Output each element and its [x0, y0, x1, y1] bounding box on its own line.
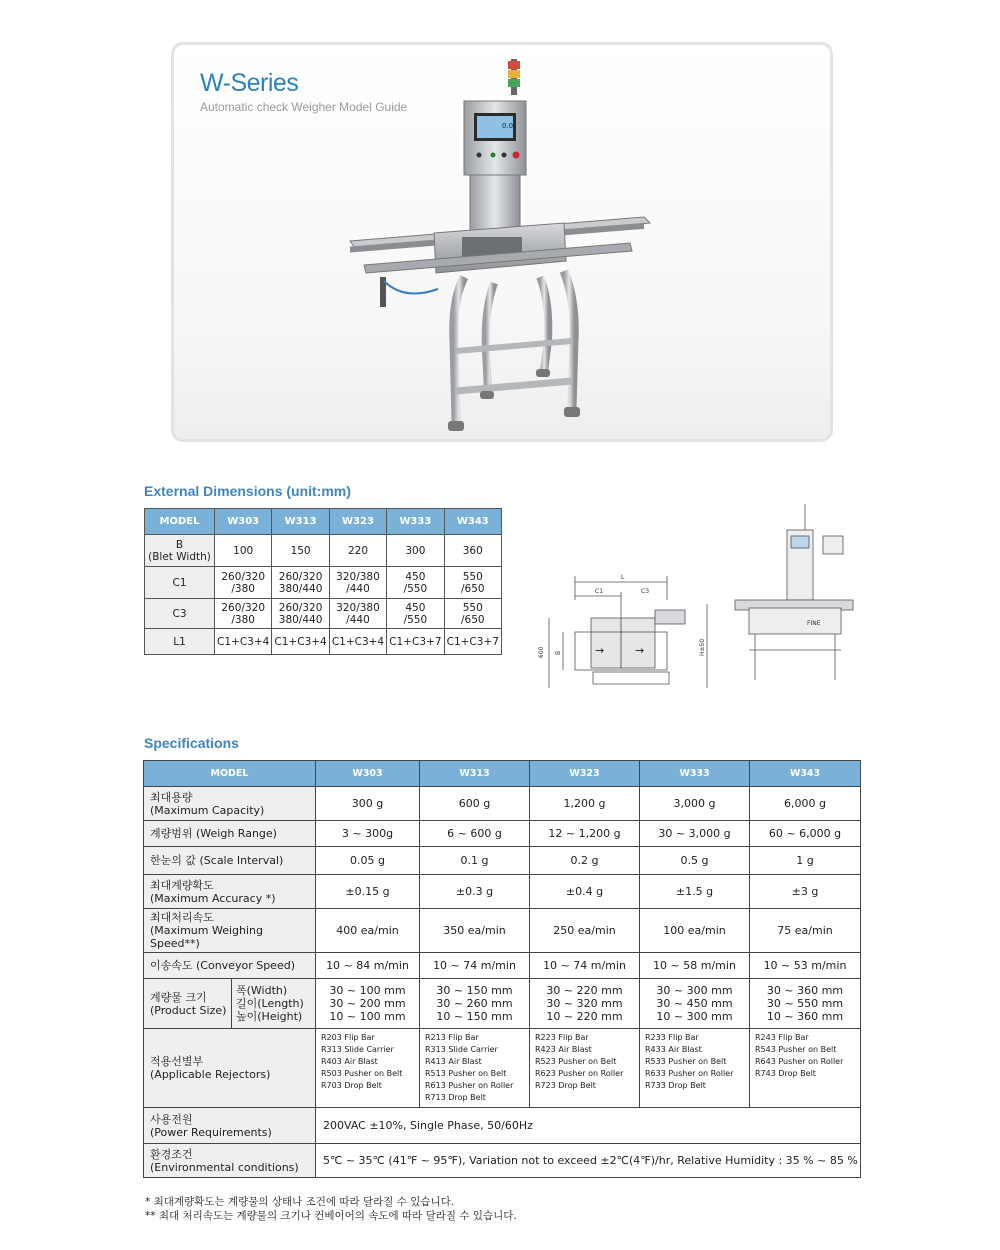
- spec-label-line: 한눈의 값 (Scale Interval): [150, 854, 284, 867]
- product-size-value-line: 10 ~ 100 mm: [329, 1010, 406, 1023]
- rejector-item-line: R223 Flip Bar: [535, 1033, 589, 1042]
- product-size-value-line: 10 ~ 360 mm: [766, 1010, 844, 1023]
- spec-cell: 10 ~ 74 m/min: [530, 953, 640, 979]
- specifications-body: [144, 787, 861, 1178]
- dim-header-w343: W343: [444, 509, 501, 535]
- dimension-cell: [272, 567, 329, 599]
- dimension-value-line: C1+C3+4: [217, 635, 270, 648]
- dim-header-w333: W333: [387, 509, 444, 535]
- product-size-value-line: 30 ~ 220 mm: [546, 984, 623, 997]
- spec-label-line: 계량범위 (Weigh Range): [150, 827, 277, 840]
- spec-row: [144, 909, 861, 953]
- dimension-label-line: C3: [172, 607, 187, 620]
- rejector-list: [420, 1029, 530, 1108]
- dimension-value-line: C1+C3+4: [274, 635, 327, 648]
- dimension-label-line: L1: [173, 635, 186, 648]
- dimension-value-line: 380/440: [278, 582, 323, 595]
- spec-cell: ±0.4 g: [530, 875, 640, 909]
- spec-label-line: 환경조건: [150, 1147, 193, 1161]
- spec-row: [144, 821, 861, 847]
- spec-label-line: (Power Requirements): [150, 1125, 272, 1139]
- product-size-value-line: 30 ~ 550 mm: [766, 997, 844, 1010]
- dimension-cell: [387, 629, 444, 655]
- spec-label-line: 계량물 크기: [150, 990, 207, 1004]
- spec-cell: 3,000 g: [640, 787, 750, 821]
- footnote-speed: ** 최대 처리속도는 계량물의 크기나 컨베이어의 속도에 따라 달라질 수 있습니다.: [145, 1210, 517, 1222]
- rejector-item-line: R313 Slide Carrier: [321, 1045, 394, 1054]
- spec-cell: 12 ~ 1,200 g: [530, 821, 640, 847]
- dimension-cell: [329, 567, 386, 599]
- dimension-value-line: C1+C3+7: [446, 635, 499, 648]
- dimension-value-line: 260/320: [278, 570, 323, 583]
- spec-row-label: [144, 1108, 316, 1144]
- footnote-accuracy: * 최대계량확도는 계량물의 상태나 조건에 따라 달라질 수 있습니다.: [145, 1196, 455, 1208]
- rejector-item-line: R633 Pusher on Roller: [645, 1069, 734, 1078]
- dimension-cell: [272, 535, 329, 567]
- dimension-label-line: (Blet Width): [148, 550, 211, 563]
- dimension-row-label: [145, 567, 215, 599]
- rejector-item-line: R543 Pusher on Belt: [755, 1045, 837, 1054]
- spec-header-model: MODEL: [144, 761, 316, 787]
- dimension-value-line: 360: [462, 544, 483, 557]
- spec-row-label: [144, 787, 316, 821]
- spec-label-line: 최대처리속도: [150, 911, 214, 924]
- spec-cell: 100 ea/min: [640, 909, 750, 953]
- spec-row: [144, 875, 861, 909]
- spec-cell: 0.1 g: [420, 847, 530, 875]
- spec-cell: 300 g: [316, 787, 420, 821]
- spec-label-line: 최대용량: [150, 790, 193, 804]
- product-size-value-line: 10 ~ 150 mm: [436, 1010, 513, 1023]
- spec-cell: [530, 979, 640, 1029]
- spec-row-product-size: [144, 979, 861, 1029]
- dimension-value-line: 550: [462, 601, 483, 614]
- product-size-value-line: 30 ~ 100 mm: [329, 984, 406, 997]
- dimension-value-line: 320/380: [336, 570, 380, 583]
- rejector-item-line: R433 Air Blast: [645, 1045, 702, 1054]
- dimension-label-line: B: [175, 538, 184, 551]
- dimensions-title: External Dimensions (unit:mm): [144, 483, 351, 499]
- rejector-list: [530, 1029, 640, 1108]
- drawing-label-brand: FINE: [807, 620, 821, 627]
- dim-header-model: MODEL: [145, 509, 215, 535]
- rejector-item-line: R233 Flip Bar: [645, 1033, 699, 1042]
- arrow-right-icon: →: [595, 644, 605, 657]
- spec-label-line: 사용전원: [150, 1112, 193, 1126]
- dimension-value-line: 550: [462, 570, 483, 583]
- spec-row-label: [144, 1144, 316, 1178]
- dimension-value-line: 260/320: [221, 601, 265, 614]
- dimension-cell: [444, 535, 501, 567]
- spec-label-line: (Environmental conditions): [150, 1160, 299, 1174]
- spec-cell: 0.5 g: [640, 847, 750, 875]
- spec-row-label: [144, 1029, 316, 1108]
- drawing-label-belt: B: [555, 650, 562, 655]
- spec-cell: 10 ~ 53 m/min: [750, 953, 861, 979]
- spec-row-label: [144, 821, 316, 847]
- arrow-right-icon: →: [635, 644, 645, 657]
- dimension-row-label: [145, 629, 215, 655]
- dimension-value-line: /440: [346, 582, 370, 595]
- spec-row-label: [144, 909, 316, 953]
- spec-label-line: (Maximum Accuracy *): [150, 891, 276, 905]
- dimension-cell: [215, 629, 272, 655]
- specifications-table: [143, 760, 861, 1178]
- drawing-label-depth: 600: [538, 646, 545, 658]
- dimension-cell: [272, 629, 329, 655]
- dimension-value-line: 320/380: [336, 601, 380, 614]
- spec-cell: ±0.15 g: [316, 875, 420, 909]
- drawing-label-c1: C1: [595, 588, 604, 595]
- spec-header-row: [144, 761, 861, 787]
- check-weigher-photo: [344, 51, 664, 442]
- dim-header-w303: W303: [215, 509, 272, 535]
- spec-cell: ±3 g: [750, 875, 861, 909]
- spec-header-w343: W343: [750, 761, 861, 787]
- product-size-value-line: 10 ~ 220 mm: [546, 1010, 623, 1023]
- product-size-value-line: 10 ~ 300 mm: [656, 1010, 733, 1023]
- spec-label-line: (Maximum Weighing: [150, 924, 264, 937]
- spec-row-environment: [144, 1144, 861, 1178]
- spec-cell: [750, 979, 861, 1029]
- rejector-item-line: R643 Pusher on Roller: [755, 1057, 844, 1066]
- product-size-value-line: 30 ~ 450 mm: [656, 997, 733, 1010]
- dimension-value-line: /380: [231, 582, 255, 595]
- dimension-value-line: C1+C3+4: [331, 635, 385, 648]
- spec-row: [144, 847, 861, 875]
- dim-header-w313: W313: [272, 509, 329, 535]
- dimensions-row: [145, 599, 502, 629]
- spec-cell: 6,000 g: [750, 787, 861, 821]
- dimension-cell: [215, 535, 272, 567]
- dimension-cell: [272, 599, 329, 629]
- spec-label-line: (Product Size): [150, 1003, 227, 1017]
- product-size-sublabels: [232, 979, 316, 1029]
- rejector-item-line: R503 Pusher on Belt: [321, 1069, 403, 1078]
- spec-cell: 1 g: [750, 847, 861, 875]
- spec-label-line: (Maximum Capacity): [150, 803, 265, 817]
- power-value: 200VAC ±10%, Single Phase, 50/60Hz: [316, 1108, 861, 1144]
- spec-cell: ±0.3 g: [420, 875, 530, 909]
- dimension-value-line: 450: [405, 570, 426, 583]
- dimension-value-line: /440: [346, 613, 370, 626]
- spec-row-power: [144, 1108, 861, 1144]
- product-size-value-line: 30 ~ 200 mm: [329, 997, 406, 1010]
- rejector-list: [750, 1029, 861, 1108]
- spec-label-line: 최대계량확도: [150, 878, 214, 892]
- spec-cell: 600 g: [420, 787, 530, 821]
- dimension-value-line: 100: [233, 544, 254, 557]
- spec-cell: 0.2 g: [530, 847, 640, 875]
- rejector-item-line: R203 Flip Bar: [321, 1033, 375, 1042]
- dimensions-row: [145, 629, 502, 655]
- spec-cell: 250 ea/min: [530, 909, 640, 953]
- dimension-cell: [329, 599, 386, 629]
- drawing-label-l: L: [621, 574, 625, 581]
- dimension-cell: [215, 599, 272, 629]
- dimension-value-line: 300: [405, 544, 426, 557]
- spec-cell: [640, 979, 750, 1029]
- screen-readout: 0.0: [502, 122, 514, 130]
- product-size-value-line: 30 ~ 320 mm: [546, 997, 623, 1010]
- spec-cell: 75 ea/min: [750, 909, 861, 953]
- spec-cell: 10 ~ 84 m/min: [316, 953, 420, 979]
- dimension-value-line: /650: [460, 582, 485, 595]
- dimension-row-label: [145, 535, 215, 567]
- dimension-cell: [444, 599, 501, 629]
- rejector-item-line: R423 Air Blast: [535, 1045, 592, 1054]
- spec-header-w323: W323: [530, 761, 640, 787]
- rejector-item-line: R513 Pusher on Belt: [425, 1069, 507, 1078]
- spec-row-rejectors: [144, 1029, 861, 1108]
- dimension-value-line: /550: [403, 613, 428, 626]
- spec-header-w313: W313: [420, 761, 530, 787]
- spec-cell: 400 ea/min: [316, 909, 420, 953]
- dimension-value-line: /650: [460, 613, 485, 626]
- spec-cell: 30 ~ 3,000 g: [640, 821, 750, 847]
- dimension-value-line: 260/320: [221, 570, 265, 583]
- spec-row: [144, 787, 861, 821]
- spec-label-line: 적용선별부: [150, 1055, 204, 1068]
- dimension-row-label: [145, 599, 215, 629]
- dim-header-w323: W323: [329, 509, 386, 535]
- spec-cell: 3 ~ 300g: [316, 821, 420, 847]
- dimension-value-line: /380: [231, 613, 255, 626]
- rejector-item-line: R213 Flip Bar: [425, 1033, 479, 1042]
- spec-label-line: 이송속도 (Conveyor Speed): [150, 959, 295, 972]
- spec-cell: 10 ~ 74 m/min: [420, 953, 530, 979]
- spec-cell: [420, 979, 530, 1029]
- spec-cell: 10 ~ 58 m/min: [640, 953, 750, 979]
- product-size-value-line: 30 ~ 150 mm: [436, 984, 513, 997]
- dimension-cell: [387, 599, 444, 629]
- product-size-value-line: 30 ~ 260 mm: [436, 997, 513, 1010]
- series-subtitle: Automatic check Weigher Model Guide: [200, 100, 408, 114]
- rejector-item-line: R743 Drop Belt: [755, 1069, 816, 1078]
- spec-cell: 6 ~ 600 g: [420, 821, 530, 847]
- dimension-cell: [444, 629, 501, 655]
- spec-row-label: [144, 979, 232, 1029]
- spec-header-w333: W333: [640, 761, 750, 787]
- rejector-item-line: R723 Drop Belt: [535, 1081, 596, 1090]
- dimension-value-line: 450: [405, 601, 426, 614]
- dimension-value-line: C1+C3+7: [389, 635, 442, 648]
- dimensions-header-row: [145, 509, 502, 535]
- dimension-cell: [444, 567, 501, 599]
- dimensions-row: [145, 535, 502, 567]
- rejector-list: [316, 1029, 420, 1108]
- rejector-item-line: R413 Air Blast: [425, 1057, 482, 1066]
- dimensions-table: [144, 508, 502, 655]
- product-size-value-line: 30 ~ 300 mm: [656, 984, 733, 997]
- dimensions-row: [145, 567, 502, 599]
- spec-cell: 1,200 g: [530, 787, 640, 821]
- product-size-sublabel-line: 높이(Height): [236, 1010, 303, 1023]
- rejector-list: [640, 1029, 750, 1108]
- spec-label-line: (Applicable Rejectors): [150, 1068, 271, 1081]
- dimension-cell: [387, 535, 444, 567]
- dimension-cell: [329, 535, 386, 567]
- rejector-item-line: R313 Slide Carrier: [425, 1045, 498, 1054]
- spec-label-line: Speed**): [150, 937, 200, 950]
- specifications-title: Specifications: [144, 735, 239, 751]
- product-size-sublabel-line: 폭(Width): [236, 984, 288, 997]
- spec-cell: 350 ea/min: [420, 909, 530, 953]
- spec-row-label: [144, 847, 316, 875]
- spec-header-w303: W303: [316, 761, 420, 787]
- dimension-cell: [387, 567, 444, 599]
- dimension-drawing: [535, 500, 865, 700]
- dimension-value-line: 150: [290, 544, 311, 557]
- environment-value: 5℃ ~ 35℃ (41℉ ~ 95℉), Variation not to exceed ±2℃(4℉)/hr, Relative Humidity : 35 % ~ 85 %: [316, 1144, 861, 1178]
- dimensions-body: [145, 535, 502, 655]
- product-size-sublabel-line: 길이(Length): [236, 997, 304, 1010]
- footnotes: [145, 1195, 517, 1223]
- series-title: W-Series: [200, 69, 299, 97]
- drawing-label-height: H±50: [699, 638, 706, 656]
- spec-cell: 60 ~ 6,000 g: [750, 821, 861, 847]
- dimension-value-line: 220: [347, 544, 368, 557]
- spec-cell: ±1.5 g: [640, 875, 750, 909]
- spec-cell: [316, 979, 420, 1029]
- dimension-label-line: C1: [172, 576, 187, 589]
- product-size-value-line: 30 ~ 360 mm: [766, 984, 844, 997]
- rejector-item-line: R613 Pusher on Roller: [425, 1081, 514, 1090]
- rejector-item-line: R533 Pusher on Belt: [645, 1057, 727, 1066]
- dimension-cell: [215, 567, 272, 599]
- dimension-value-line: 380/440: [278, 613, 323, 626]
- product-hero-card: [171, 42, 833, 442]
- rejector-item-line: R243 Flip Bar: [755, 1033, 809, 1042]
- spec-cell: 0.05 g: [316, 847, 420, 875]
- drawing-label-c3: C3: [641, 588, 650, 595]
- rejector-item-line: R703 Drop Belt: [321, 1081, 382, 1090]
- rejector-item-line: R733 Drop Belt: [645, 1081, 706, 1090]
- spec-row: [144, 953, 861, 979]
- dimension-value-line: /550: [403, 582, 428, 595]
- rejector-item-line: R523 Pusher on Belt: [535, 1057, 617, 1066]
- dimension-cell: [329, 629, 386, 655]
- rejector-item-line: R713 Drop Belt: [425, 1093, 486, 1102]
- spec-row-label: [144, 953, 316, 979]
- rejector-item-line: R623 Pusher on Roller: [535, 1069, 624, 1078]
- dimension-value-line: 260/320: [278, 601, 323, 614]
- spec-row-label: [144, 875, 316, 909]
- rejector-item-line: R403 Air Blast: [321, 1057, 378, 1066]
